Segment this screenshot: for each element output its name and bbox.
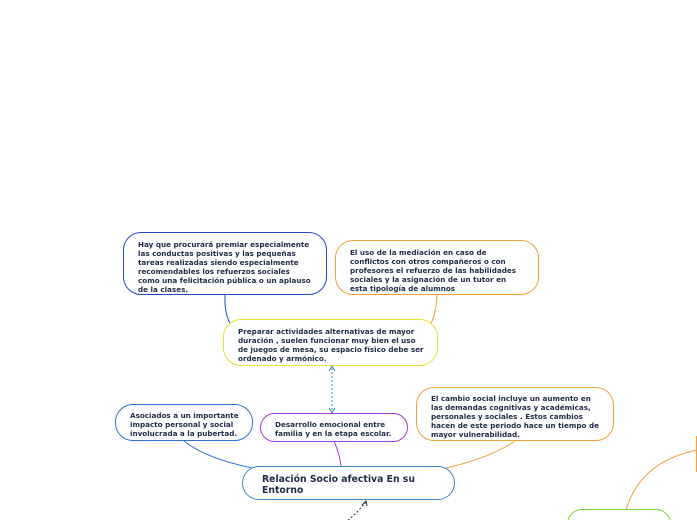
- link-green-branch: [626, 450, 697, 510]
- node-label: Hay que procurará premiar especialmente las conductas positivas y las pequeñas tareas realizadas siendo especialmente recomendables los refuerzos sociales como una felicitación pública o un aplauso de la clases.: [138, 240, 311, 294]
- node-offscreen-green[interactable]: [567, 509, 671, 520]
- node-label: Preparar actividades alternativas de mayor duración , suelen funcionar muy bien el uso de juegos de mesa, su espacio físico debe ser ordenado y armónico.: [238, 327, 424, 363]
- node-label: Asociados a un importante impacto personal y social involucrada a la pubertad.: [130, 411, 239, 438]
- node-label: El cambio social incluye un aumento en las demandas cognitivas y académicas, personales y sociales . Estos cambios hacen de este periodo hace un tiempo de mayor vulnerabilidad.: [431, 394, 599, 439]
- root-node[interactable]: [242, 466, 455, 500]
- link-desarrollo-root: [334, 441, 341, 466]
- link-asociados-root: [184, 441, 252, 468]
- node-label: El uso de la mediación en caso de conflictos con otros compañeros o con profesores el refuerzo de las habilidades sociales y la asignación de un tutor en esta tipología de alumnos: [350, 248, 517, 293]
- root-label: Relación Socio afectiva En su Entorno: [262, 474, 415, 496]
- node-uso-mediacion[interactable]: [335, 240, 539, 295]
- node-asociados-impacto[interactable]: [115, 404, 253, 441]
- node-label: Desarrollo emocional entre familia y en la etapa escolar.: [275, 420, 392, 438]
- node-desarrollo-emocional[interactable]: [260, 413, 408, 442]
- link-cambio-root: [446, 441, 515, 468]
- node-premiar-conductas[interactable]: [123, 232, 327, 295]
- node-preparar-actividades[interactable]: [223, 319, 438, 366]
- node-cambio-social[interactable]: [416, 387, 614, 441]
